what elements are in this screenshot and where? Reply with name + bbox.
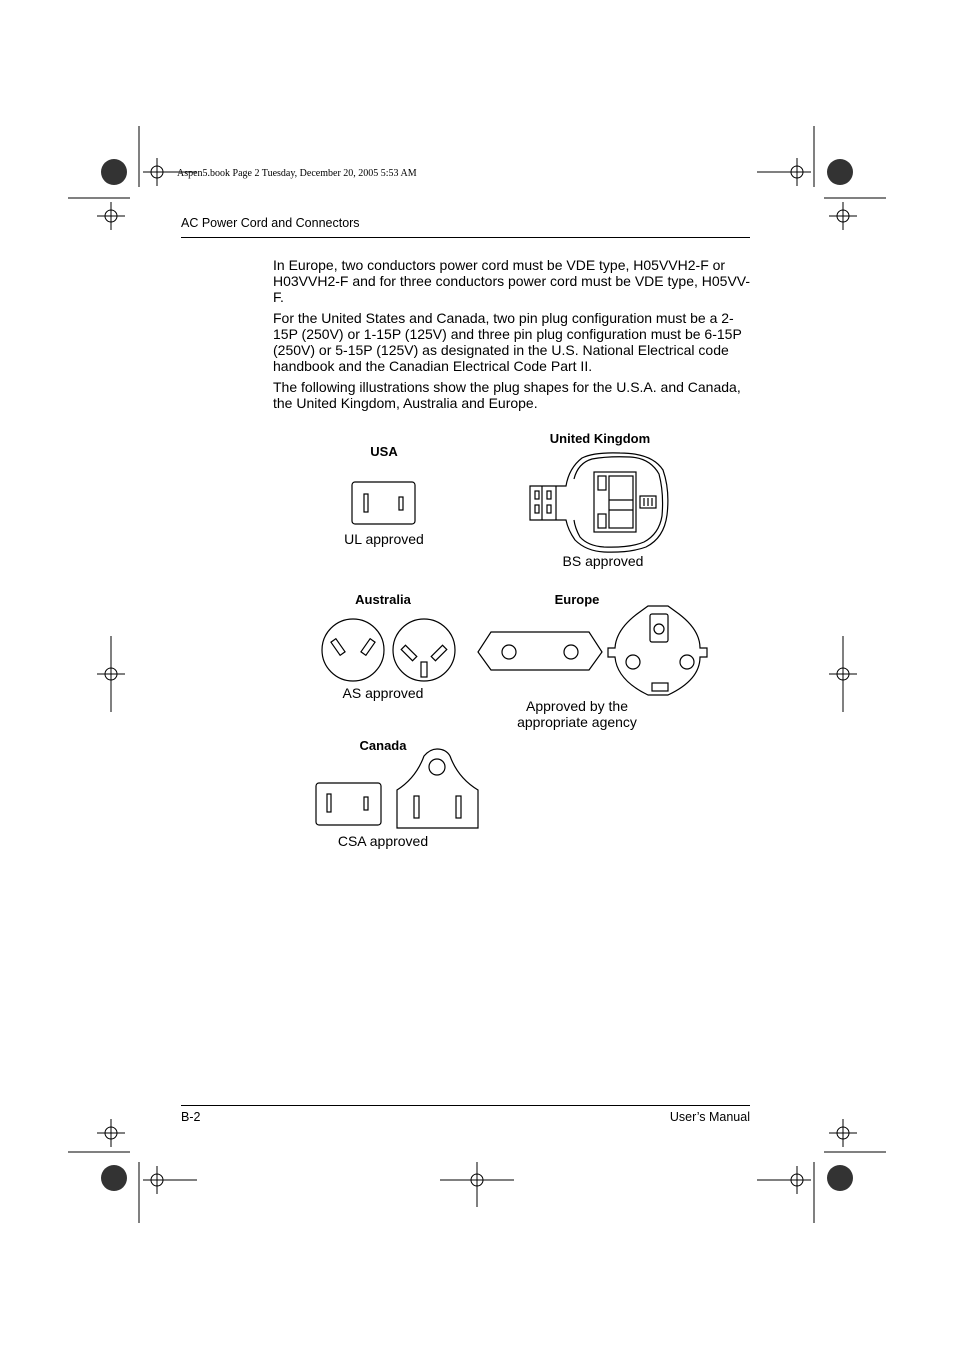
uk-title: United Kingdom xyxy=(549,431,651,446)
usa-approval: UL approved xyxy=(344,531,424,547)
australia-approval: AS approved xyxy=(342,685,424,701)
uk-approval: BS approved xyxy=(562,553,644,569)
page-number: B-2 xyxy=(181,1110,201,1124)
manual-title: User’s Manual xyxy=(669,1110,750,1124)
paragraph-illustrations-intro: The following illustrations show the plug shapes for the U.S.A. and Canada, the United Kingdom, Australia and Europe. xyxy=(273,379,741,411)
australia-title: Australia xyxy=(355,592,411,607)
europe-title: Europe xyxy=(554,592,600,607)
footer-rule xyxy=(181,1105,750,1106)
europe-approval-line1: Approved by the xyxy=(526,698,628,714)
paragraph-europe-cord: In Europe, two conductors power cord must be VDE type, H05VVH2-F or H03VVH2-F and for three conductors power cord must be VDE type, H05VV-F. xyxy=(273,257,751,305)
paragraph-us-canada-plugs: For the United States and Canada, two pin plug configuration must be a 2-15P (250V) or 1-15P (125V) and three pin plug configuration must be 6-15P (250V) or 5-15P (125V) as designated in the U.S. National Electrical code handbook and the Canadian Electrical Code Part II. xyxy=(273,310,742,374)
running-header: AC Power Cord and Connectors xyxy=(181,216,360,230)
usa-title: USA xyxy=(370,444,398,459)
canada-title: Canada xyxy=(359,738,407,753)
europe-approval-line2: appropriate agency xyxy=(517,714,637,730)
canada-approval: CSA approved xyxy=(337,833,429,849)
print-slug: Aspen5.book Page 2 Tuesday, December 20, 2005 5:53 AM xyxy=(177,168,417,179)
